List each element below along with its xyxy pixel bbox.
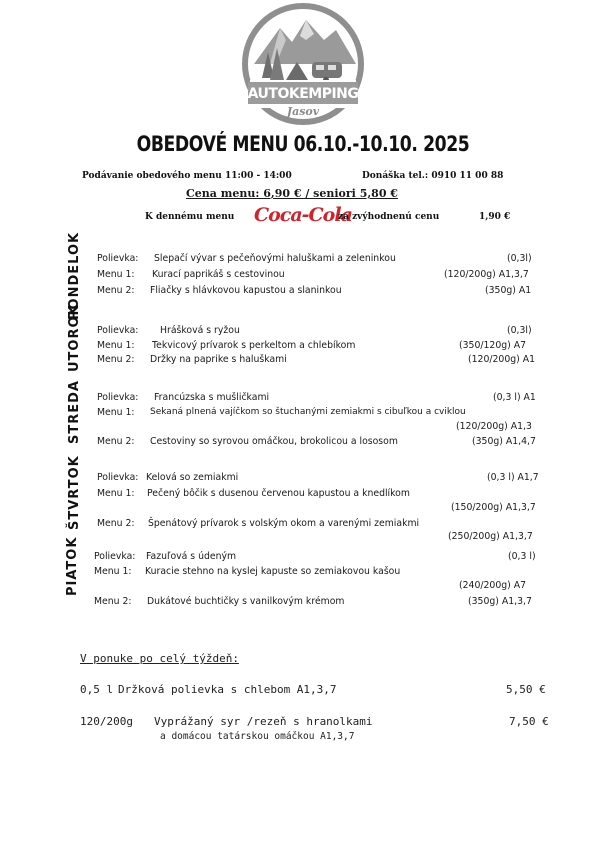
weekly-item-price: 7,50 € — [509, 715, 549, 728]
menu-row-amount: (0,3 l) A1 — [493, 392, 536, 403]
menu-row-dish: Kelová so zemiakmi — [146, 472, 239, 483]
menu-row-dish: Hrášková s ryžou — [160, 325, 240, 336]
menu-row-amount: (0,3 l) — [508, 551, 536, 562]
weekly-offer-heading: V ponuke po celý týždeň: — [80, 652, 239, 665]
menu-price: Cena menu: 6,90 € / seniori 5,80 € — [186, 187, 398, 200]
menu-row-label: Menu 1: — [94, 566, 132, 577]
menu-row-label: Menu 2: — [97, 436, 135, 447]
menu-row-label: Menu 1: — [97, 407, 135, 418]
menu-row-dish: Sekaná plnená vajíčkom so štuchanými zemiakmi s cibuľkou a cviklou — [150, 407, 466, 417]
day-label-stvrtok: ŠTVRTOK — [67, 455, 82, 530]
weekly-item-price: 5,50 € — [506, 683, 546, 696]
logo-brand-name: AUTOKEMPING — [247, 86, 359, 102]
menu-row-dish: Špenátový prívarok s volským okom a varenými zemiakmi — [148, 518, 420, 529]
weekly-item-qty: 0,5 l — [80, 683, 114, 696]
autokemping-logo — [240, 0, 366, 128]
weekly-item-text: Vyprážaný syr /rezeň s hranolkami — [154, 715, 373, 728]
menu-row-dish: Slepačí vývar s pečeňovými haluškami a zeleninkou — [154, 253, 396, 264]
menu-row-amount: (120/200g) A1,3,7 — [444, 269, 529, 280]
menu-row-amount: (150/200g) A1,3,7 — [451, 502, 536, 513]
menu-row-dish: Tekvicový prívarok s perkeltom a chlebíkom — [152, 340, 356, 351]
day-label-pondelok: PONDELOK — [67, 231, 82, 320]
menu-row-label: Menu 1: — [97, 269, 135, 280]
day-label-piatok: PIATOK — [65, 536, 80, 596]
menu-row-dish: Fazuľová s údeným — [146, 551, 237, 562]
menu-row-label: Polievka: — [97, 392, 139, 403]
menu-row-dish: Dukátové buchtičky s vanilkovým krémom — [147, 596, 345, 607]
day-label-streda: STREDA — [67, 380, 82, 444]
serving-hours: Podávanie obedového menu 11:00 - 14:00 — [82, 171, 292, 181]
menu-row-label: Menu 1: — [97, 340, 135, 351]
menu-row-dish: Cestoviny so syrovou omáčkou, brokolicou a lososom — [150, 436, 398, 447]
cola-price: 1,90 € — [479, 212, 511, 222]
menu-row-dish: Držky na paprike s haluškami — [150, 354, 287, 365]
menu-row-label: Menu 2: — [97, 518, 135, 529]
day-label-utorok: UTOROK — [67, 304, 82, 372]
menu-row-dish: Pečený bôčik s dusenou červenou kapustou a knedlíkom — [147, 488, 410, 499]
cola-suffix: za zvýhodnenú cenu — [338, 212, 440, 222]
delivery-phone: Donáška tel.: 0910 11 00 88 — [362, 171, 504, 181]
menu-row-amount: (250/200g) A1,3,7 — [448, 531, 533, 542]
menu-row-label: Polievka: — [94, 551, 136, 562]
menu-row-label: Menu 2: — [94, 596, 132, 607]
menu-row-label: Polievka: — [97, 472, 139, 483]
cola-prefix: K dennému menu — [145, 212, 235, 222]
menu-row-label: Menu 1: — [97, 488, 135, 499]
menu-row-amount: (0,3l) — [507, 253, 532, 264]
weekly-item-text-line2: a domácou tatárskou omáčkou A1,3,7 — [160, 731, 355, 742]
menu-row-amount: (350g) A1,3,7 — [468, 596, 532, 607]
menu-row-dish: Francúzska s mušličkami — [154, 392, 270, 403]
menu-row-amount: (0,3 l) A1,7 — [487, 472, 539, 483]
menu-row-amount: (120/200g) A1,3 — [456, 421, 532, 432]
menu-row-amount: (0,3l) — [507, 325, 532, 336]
menu-row-label: Menu 2: — [97, 354, 135, 365]
menu-row-label: Polievka: — [97, 325, 139, 336]
menu-row-dish: Kuracie stehno na kyslej kapuste so zemiakovou kašou — [145, 566, 401, 577]
weekly-item-qty: 120/200g — [80, 715, 133, 728]
menu-row-amount: (350g) A1,4,7 — [472, 436, 536, 447]
weekly-item-text: Držková polievka s chlebom A1,3,7 — [118, 683, 337, 696]
menu-row-label: Polievka: — [97, 253, 139, 264]
menu-row-label: Menu 2: — [97, 285, 135, 296]
coca-cola-logo: Coca-Cola — [254, 204, 352, 226]
page-title: OBEDOVÉ MENU 06.10.-10.10. 2025 — [136, 132, 470, 156]
menu-row-amount: (350g) A1 — [485, 285, 532, 296]
menu-row-amount: (350/120g) A7 — [459, 340, 527, 351]
menu-row-dish: Kurací paprikáš s cestovinou — [152, 269, 285, 280]
menu-row-dish: Fliačky s hlávkovou kapustou a slaninkou — [150, 285, 342, 296]
menu-row-amount: (240/200g) A7 — [459, 580, 527, 591]
menu-row-amount: (120/200g) A1 — [468, 354, 536, 365]
logo-place-name: Jasov — [286, 105, 320, 118]
